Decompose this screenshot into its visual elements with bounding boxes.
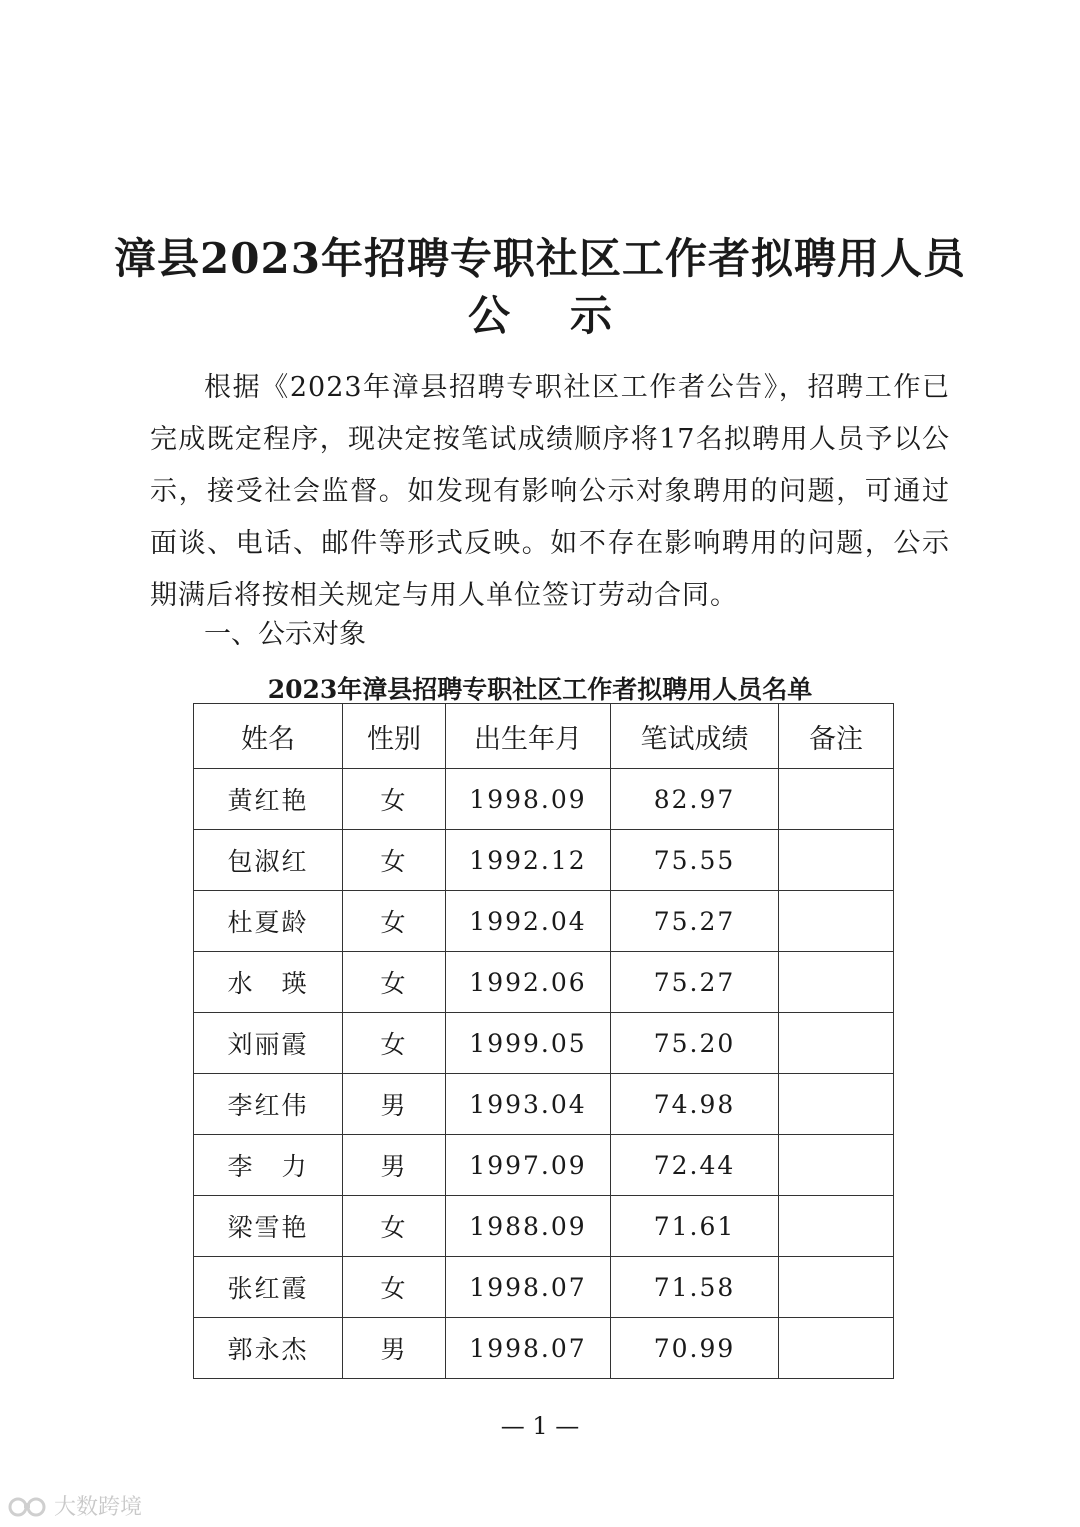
cell-remarks	[779, 769, 894, 830]
table-body	[194, 769, 894, 1379]
cell-score: 71.58	[611, 1257, 779, 1318]
table-header-row	[194, 704, 894, 769]
cell-gender: 女	[343, 891, 446, 952]
cell-remarks	[779, 1318, 894, 1379]
watermark-text: 大数跨境	[54, 1495, 143, 1520]
cell-name: 杜夏龄	[194, 891, 343, 952]
cell-gender: 女	[343, 830, 446, 891]
header-birth: 出生年月	[446, 704, 611, 769]
cell-score: 75.55	[611, 830, 779, 891]
cell-name: 刘丽霞	[194, 1013, 343, 1074]
cell-score: 71.61	[611, 1196, 779, 1257]
cell-remarks	[779, 1196, 894, 1257]
cell-remarks	[779, 1135, 894, 1196]
cell-remarks	[779, 952, 894, 1013]
cell-remarks	[779, 830, 894, 891]
cell-name: 水 瑛	[194, 952, 343, 1013]
cell-name: 李 力	[194, 1135, 343, 1196]
cell-birth: 1997.09	[446, 1135, 611, 1196]
binoculars-icon	[8, 1494, 48, 1518]
watermark	[8, 1490, 142, 1521]
cell-gender: 男	[343, 1318, 446, 1379]
cell-score: 72.44	[611, 1135, 779, 1196]
table-title: 2023年漳县招聘专职社区工作者拟聘用人员名单	[267, 675, 813, 704]
header-remarks: 备注	[779, 704, 894, 769]
body-paragraph: 根据《2023年漳县招聘专职社区工作者公告》，招聘工作已完成既定程序，现决定按笔试成绩顺序将17名拟聘用人员予以公示，接受社会监督。如发现有影响公示对象聘用的问题，可通过面谈、电话、邮件等形式反映。如不存在影响聘用的问题，公示期满后将按相关规定与用人单位签订劳动合同。	[150, 372, 950, 611]
table-row	[194, 952, 894, 1013]
cell-name: 张红霞	[194, 1257, 343, 1318]
cell-remarks	[779, 1013, 894, 1074]
cell-score: 82.97	[611, 769, 779, 830]
cell-score: 75.20	[611, 1013, 779, 1074]
cell-score: 74.98	[611, 1074, 779, 1135]
cell-name: 黄红艳	[194, 769, 343, 830]
table-row	[194, 891, 894, 952]
cell-remarks	[779, 1257, 894, 1318]
cell-birth: 1992.04	[446, 891, 611, 952]
document-title-sub: 公示	[467, 291, 672, 340]
table-row	[194, 1257, 894, 1318]
cell-gender: 男	[343, 1074, 446, 1135]
cell-score: 75.27	[611, 891, 779, 952]
cell-gender: 女	[343, 1196, 446, 1257]
page-number: — 1 —	[500, 1412, 580, 1440]
cell-birth: 1998.07	[446, 1318, 611, 1379]
section-heading: 一、公示对象	[204, 619, 366, 650]
cell-score: 70.99	[611, 1318, 779, 1379]
cell-birth: 1993.04	[446, 1074, 611, 1135]
table-row	[194, 769, 894, 830]
cell-remarks	[779, 891, 894, 952]
table-row	[194, 1318, 894, 1379]
cell-birth: 1998.09	[446, 769, 611, 830]
cell-gender: 女	[343, 952, 446, 1013]
table-row	[194, 1196, 894, 1257]
cell-gender: 女	[343, 1013, 446, 1074]
cell-gender: 男	[343, 1135, 446, 1196]
cell-name: 李红伟	[194, 1074, 343, 1135]
cell-birth: 1988.09	[446, 1196, 611, 1257]
cell-birth: 1992.12	[446, 830, 611, 891]
cell-birth: 1998.07	[446, 1257, 611, 1318]
header-name: 姓名	[194, 704, 343, 769]
cell-gender: 女	[343, 769, 446, 830]
cell-name: 包淑红	[194, 830, 343, 891]
table-row	[194, 1135, 894, 1196]
cell-remarks	[779, 1074, 894, 1135]
header-gender: 性别	[343, 704, 446, 769]
roster-table	[193, 703, 894, 1379]
table-row	[194, 1074, 894, 1135]
document-title: 漳县2023年招聘专职社区工作者拟聘用人员	[114, 234, 966, 283]
cell-birth: 1999.05	[446, 1013, 611, 1074]
cell-name: 郭永杰	[194, 1318, 343, 1379]
table-row	[194, 1013, 894, 1074]
cell-name: 梁雪艳	[194, 1196, 343, 1257]
cell-birth: 1992.06	[446, 952, 611, 1013]
header-score: 笔试成绩	[611, 704, 779, 769]
cell-score: 75.27	[611, 952, 779, 1013]
cell-gender: 女	[343, 1257, 446, 1318]
table-row	[194, 830, 894, 891]
